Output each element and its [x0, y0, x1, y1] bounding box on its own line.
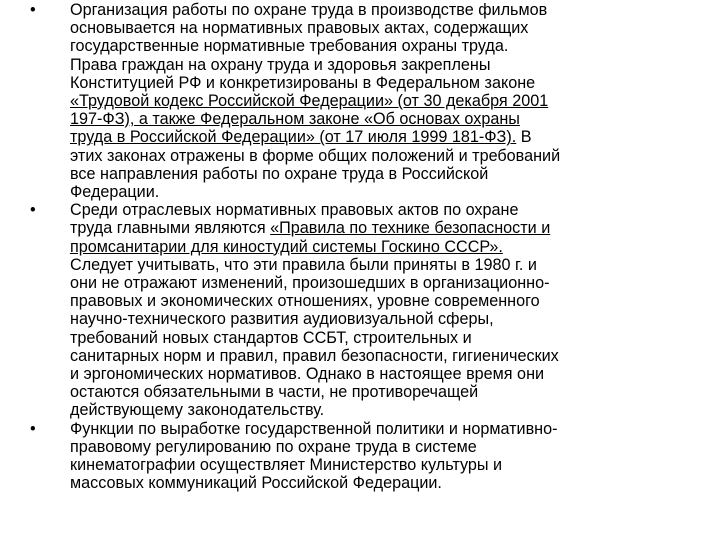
- text-segment: правовому регулированию по охране труда в системе: [70, 437, 477, 456]
- text-line: [70, 292, 705, 310]
- text-segment: Среди отраслевых нормативных правовых актов по охране: [70, 201, 519, 220]
- text-segment: этих законах отражены в форме общих положений и требований: [70, 146, 561, 165]
- bullet-item: [30, 420, 705, 493]
- text-segment: государственные нормативные требования охраны труда.: [70, 37, 509, 56]
- underlined-reference: «Трудовой кодекс Российской Федерации» (от 30 декабря 2001: [70, 92, 549, 111]
- text-segment: Права граждан на охрану труда и здоровья закреплены: [70, 55, 491, 74]
- text-line: [70, 92, 705, 110]
- text-segment: труда главными являются: [70, 219, 271, 238]
- text-line: [70, 456, 705, 474]
- text-segment: В: [516, 128, 532, 147]
- bullet-text: [70, 1, 705, 201]
- text-line: [70, 329, 705, 347]
- text-segment: основывается на нормативных правовых актах, содержащих: [70, 19, 529, 38]
- text-segment: все направления работы по охране труда в Российской: [70, 164, 489, 183]
- text-line: [70, 365, 705, 383]
- text-segment: они не отражают изменений, произошедших в организационно-: [70, 274, 550, 293]
- text-segment: Следует учитывать, что эти правила были приняты в 1980 г. и: [70, 255, 537, 274]
- text-line: [70, 110, 705, 128]
- text-segment: кинематографии осуществляет Министерство культуры и: [70, 456, 503, 475]
- text-segment: Организация работы по охране труда в производстве фильмов: [70, 1, 548, 19]
- text-segment: санитарных норм и правил, правил безопасности, гигиенических: [70, 346, 559, 365]
- text-line: [70, 347, 705, 365]
- text-line: [70, 37, 705, 55]
- underlined-reference: промсанитарии для киностудий системы Госкино СССР».: [70, 237, 503, 256]
- text-segment: научно-технического развития аудиовизуальной сферы,: [70, 310, 494, 329]
- text-segment: требований новых стандартов ССБТ, строительных и: [70, 328, 472, 347]
- text-line: [70, 128, 705, 146]
- underlined-reference: 197-ФЗ), а также Федеральном законе «Об основах охраны: [70, 110, 520, 129]
- text-line: [70, 383, 705, 401]
- text-line: [70, 274, 705, 292]
- text-line: [70, 310, 705, 328]
- text-line: [70, 74, 705, 92]
- text-segment: правовых и экономических отношениях, уровне современного: [70, 292, 540, 311]
- text-line: [70, 219, 705, 237]
- text-segment: Функции по выработке государственной политики и нормативно-: [70, 419, 558, 438]
- text-line: [70, 183, 705, 201]
- text-line: [70, 401, 705, 419]
- text-segment: действующему законодательству.: [70, 401, 325, 420]
- text-line: [70, 56, 705, 74]
- text-segment: остаются обязательными в части, не противоречащей: [70, 383, 479, 402]
- bullet-marker: •: [30, 201, 36, 220]
- bullet-marker: •: [30, 1, 36, 19]
- text-line: [70, 147, 705, 165]
- text-line: [70, 19, 705, 37]
- underlined-reference: труда в Российской Федерации» (от 17 июля 1999 181-ФЗ).: [70, 128, 517, 147]
- text-line: [70, 238, 705, 256]
- text-line: [70, 420, 705, 438]
- bullet-marker: •: [30, 419, 36, 438]
- text-line: [70, 201, 705, 219]
- text-line: [70, 165, 705, 183]
- bullet-text: [70, 201, 705, 419]
- bullet-item: [30, 201, 705, 419]
- text-segment: Конституцией РФ и конкретизированы в Федеральном законе: [70, 73, 536, 92]
- bullet-list: [30, 1, 705, 492]
- text-line: [70, 1, 705, 19]
- text-line: [70, 474, 705, 492]
- text-segment: и эргономических нормативов. Однако в настоящее время они: [70, 365, 545, 384]
- text-segment: массовых коммуникаций Российской Федерации.: [70, 474, 442, 493]
- text-segment: Федерации.: [70, 183, 160, 202]
- bullet-item: [30, 1, 705, 201]
- text-line: [70, 438, 705, 456]
- text-line: [70, 256, 705, 274]
- bullet-text: [70, 420, 705, 493]
- underlined-reference: «Правила по технике безопасности и: [270, 219, 551, 238]
